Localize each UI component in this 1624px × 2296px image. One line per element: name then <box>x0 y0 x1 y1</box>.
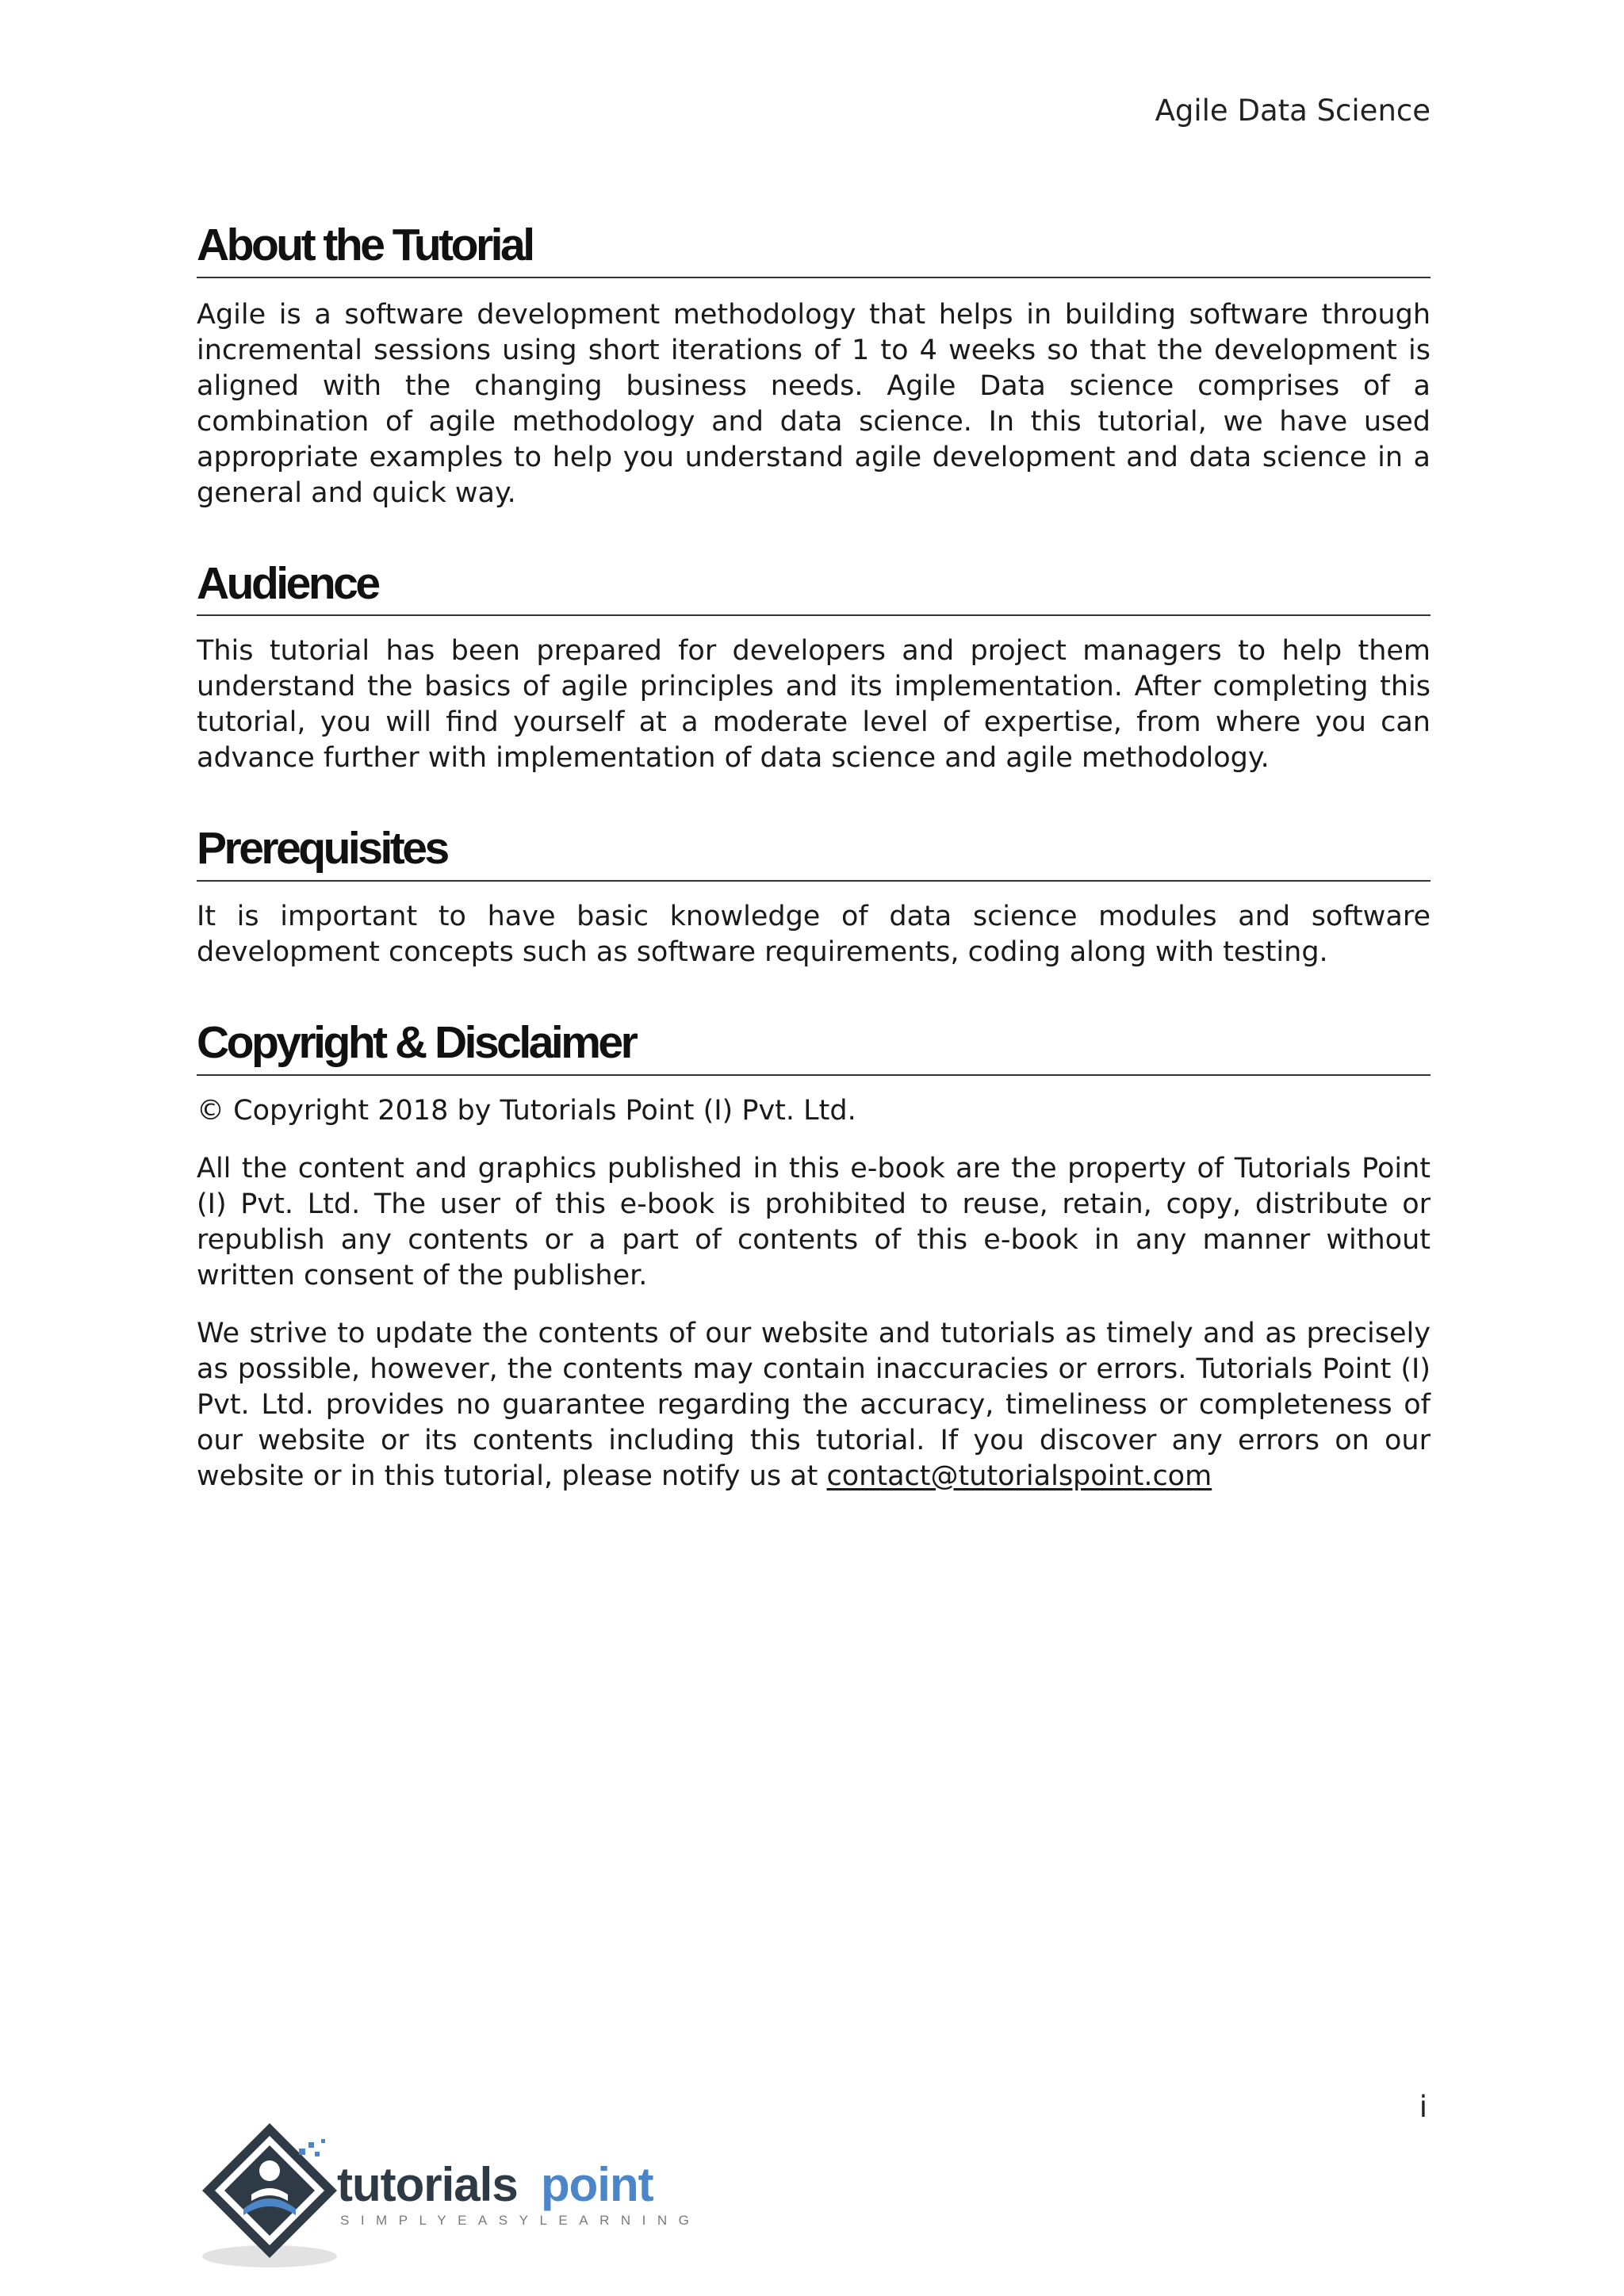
prerequisites-paragraph: It is important to have basic knowledge of data science modules and software development concepts such as software requirements, coding along with testing. <box>197 901 1431 969</box>
audience-paragraph: This tutorial has been prepared for developers and project managers to help them understand the basics of agile principles and its implementation. After completing this tutorial, you will find yourself at a moderate level of expertise, from where you can advance further with implementation of data science and agile methodology. <box>197 635 1431 775</box>
logo-word-point: point <box>541 2158 653 2211</box>
about-heading: About the Tutorial <box>197 220 1431 278</box>
copyright-paragraph-2-text: We strive to update the contents of our website and tutorials as timely and as precisely as possible, however, the contents may contain inaccuracies or errors. Tutorials Point (I) Pvt. Ltd. provides no guarantee regarding the accuracy, timeliness or completeness of our website or its contents including this tutorial. If you discover any errors on our website or in this tutorial, please notify us at <box>197 1317 1431 1492</box>
about-paragraph: Agile is a software development methodology that helps in building software through incremental sessions using short iterations of 1 to 4 weeks so that the development is aligned with the changing business needs. Agile Data science comprises of a combination of agile methodology and data science. In this tutorial, we have used appropriate examples to help you understand agile development and data science in a general and quick way. <box>197 298 1431 509</box>
page-content <box>197 220 1431 1494</box>
contact-email-link[interactable]: contact@tutorialspoint.com <box>826 1460 1212 1492</box>
audience-heading: Audience <box>197 559 1431 617</box>
copyright-section <box>197 1018 1431 1494</box>
prerequisites-section <box>197 824 1431 970</box>
logo-tagline: SIMPLYEASYLEARNING <box>340 2213 701 2228</box>
copyright-heading: Copyright & Disclaimer <box>197 1018 1431 1076</box>
logo-word-tutorials: tutorials <box>337 2158 518 2211</box>
copyright-notice: © Copyright 2018 by Tutorials Point (I) Pvt. Ltd. <box>197 1094 856 1127</box>
prerequisites-heading: Prerequisites <box>197 824 1431 882</box>
about-section <box>197 220 1431 511</box>
running-header: Agile Data Science <box>1155 94 1431 128</box>
audience-section <box>197 559 1431 777</box>
copyright-paragraph-2 <box>197 1316 1431 1494</box>
tutorialspoint-logo <box>194 2115 702 2274</box>
logo-diamond-icon <box>202 2123 337 2258</box>
page-number: i <box>1419 2090 1427 2124</box>
copyright-paragraph-1: All the content and graphics published in this e-book are the property of Tutorials Point (I) Pvt. Ltd. The user of this e-book is prohibited to reuse, retain, copy, distribute or republish any contents or a part of contents of this e-book in any manner without written consent of the publisher. <box>197 1152 1431 1292</box>
